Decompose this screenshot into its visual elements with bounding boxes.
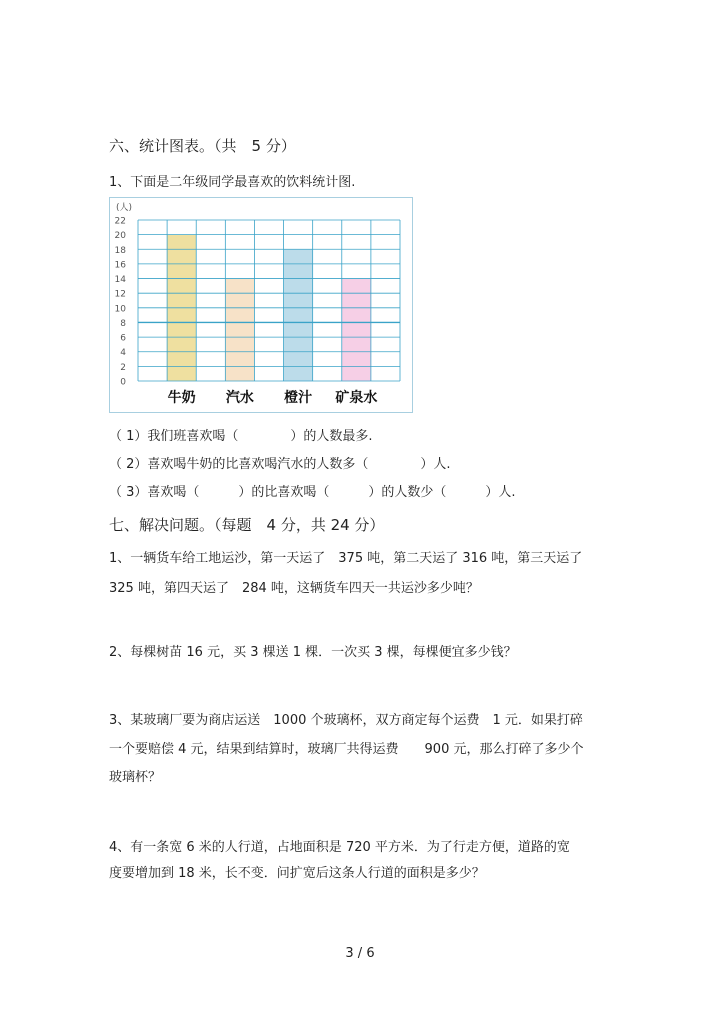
subquestion-1: （ 1）我们班喜欢喝（ ）的人数最多. [109, 429, 373, 444]
bar-1 [225, 279, 254, 381]
ytick-label-4: 8 [120, 318, 126, 329]
bar-2 [284, 249, 313, 381]
problem-3-line-3: 玻璃杯？ [109, 770, 162, 785]
category-label-3: 矿泉水 [335, 390, 378, 406]
bar-3 [342, 279, 371, 381]
section6-title: 六、统计图表。（共 5 分） [109, 137, 296, 155]
y-axis-unit-label: (人) [116, 203, 133, 213]
problem-3-line-2: 一个要赔偿 4 元，结果到结算时，玻璃厂共得运费 900 元，那么打碎了多少个 [109, 742, 584, 757]
problem-3-line-1: 3、某玻璃厂要为商店运送 1000 个玻璃杯，双方商定每个运费 1 元．如果打碎 [109, 713, 583, 728]
question-1-prompt: 1、下面是二年级同学最喜欢的饮料统计图. [109, 175, 356, 190]
ytick-label-7: 14 [114, 275, 126, 286]
subquestion-3: （ 3）喜欢喝（ ）的比喜欢喝（ ）的人数少（ ）人. [109, 485, 516, 500]
category-label-1: 汽水 [225, 390, 254, 406]
problem-4-line-2: 度要增加到 18 米，长不变．问扩宽后这条人行道的面积是多少？ [109, 866, 485, 881]
problem-1-line-2: 325 吨，第四天运了 284 吨，这辆货车四天一共运沙多少吨？ [109, 581, 479, 596]
problem-2: 2、每棵树苗 16 元，买 3 棵送 1 棵．一次买 3 棵，每棵便宜多少钱？ [109, 645, 517, 660]
subquestion-2: （ 2）喜欢喝牛奶的比喜欢喝汽水的人数多（ ）人. [109, 457, 451, 472]
chart-svg [110, 198, 412, 412]
section7-title: 七、解决问题。（每题 4 分，共 24 分） [109, 516, 385, 534]
ytick-label-10: 20 [114, 231, 126, 242]
ytick-label-6: 12 [114, 289, 126, 300]
page-number: 3 / 6 [345, 946, 375, 961]
problem-4-line-1: 4、有一条宽 6 米的人行道，占地面积是 720 平方米．为了行走方便，道路的宽 [109, 840, 570, 855]
beverage-bar-chart [109, 197, 413, 413]
category-label-0: 牛奶 [167, 390, 196, 406]
ytick-label-3: 6 [120, 333, 126, 344]
ytick-label-0: 0 [120, 377, 126, 388]
category-label-2: 橙汁 [284, 390, 313, 406]
ytick-label-9: 18 [114, 245, 126, 256]
problem-1-line-1: 1、一辆货车给工地运沙，第一天运了 375 吨，第二天运了 316 吨，第三天运了 [109, 551, 583, 566]
ytick-label-5: 10 [114, 304, 126, 315]
ytick-label-2: 4 [120, 348, 126, 359]
ytick-label-8: 16 [114, 260, 126, 271]
ytick-label-11: 22 [114, 216, 126, 227]
ytick-label-1: 2 [120, 362, 126, 373]
